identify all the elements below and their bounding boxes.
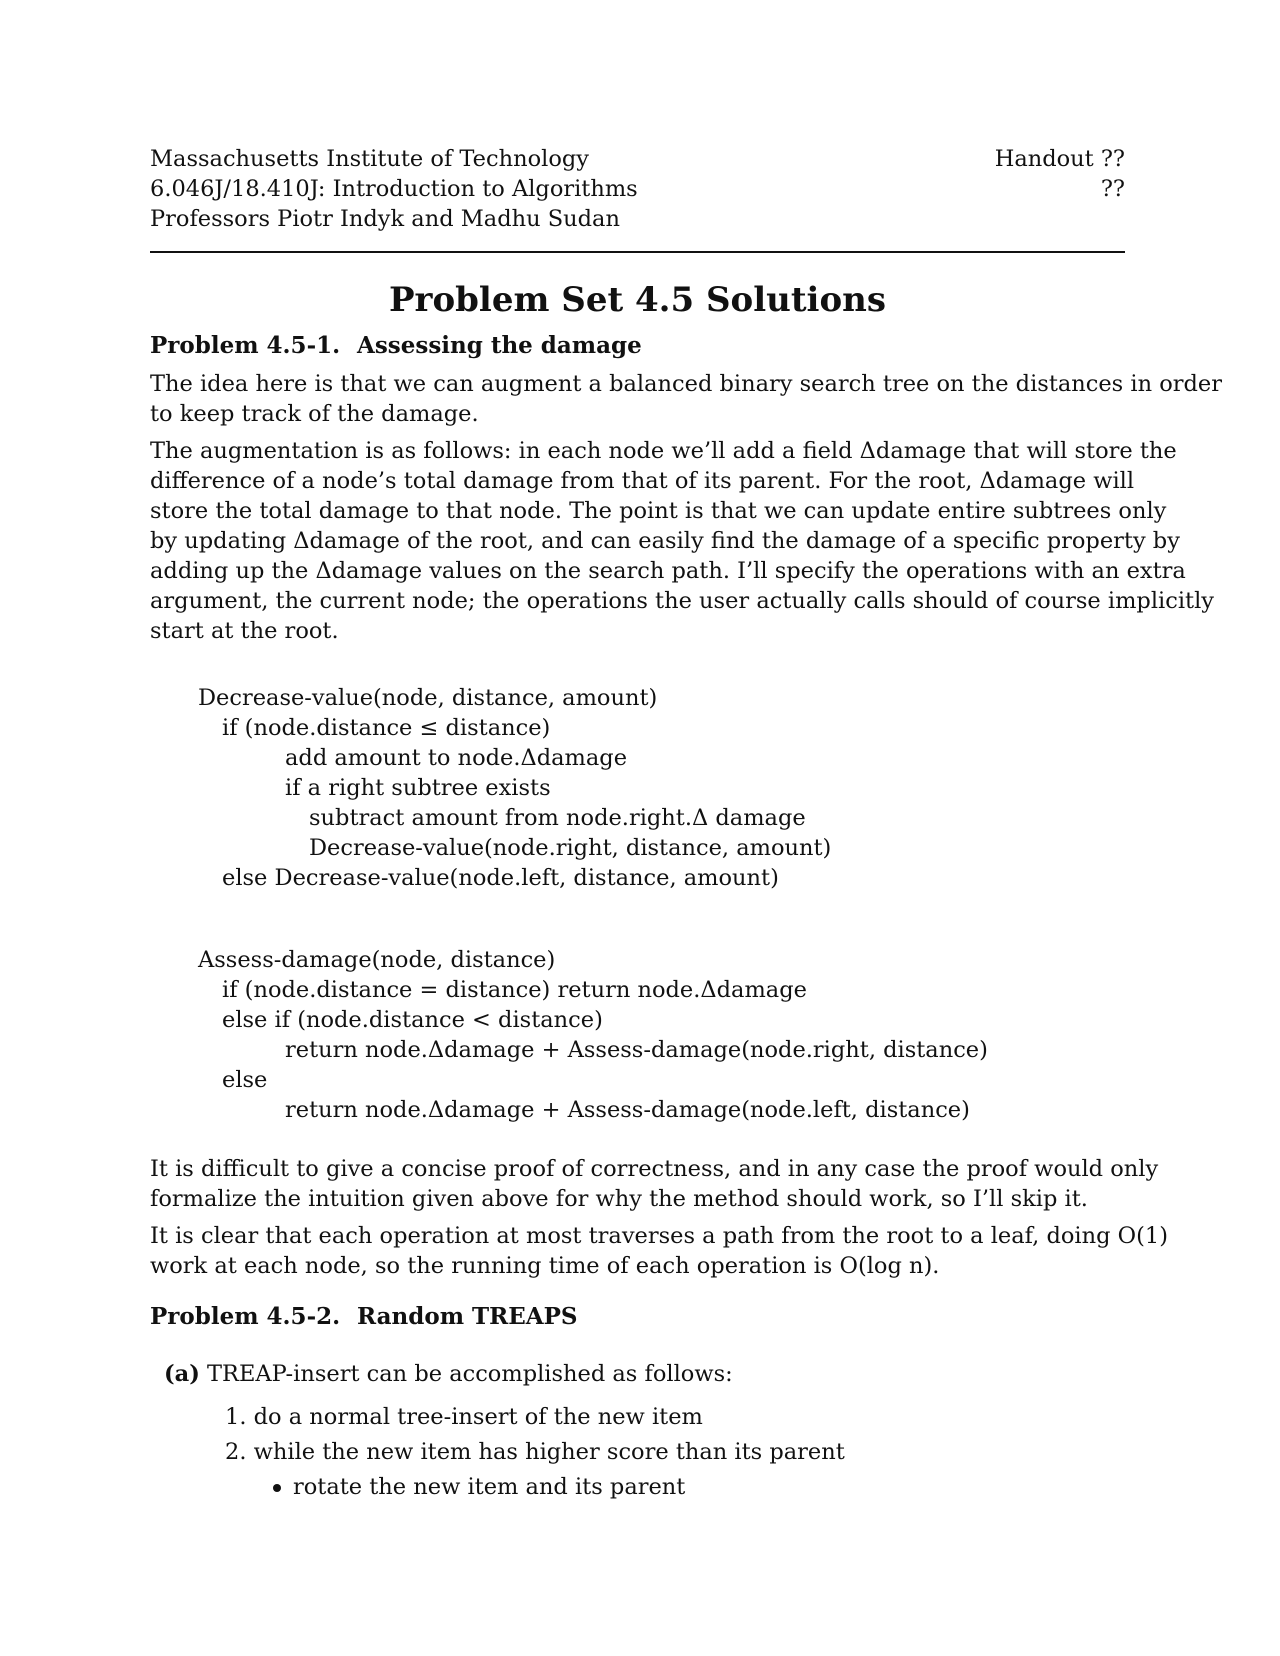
algo-line: Decrease-value(node, distance, amount) [198,685,658,711]
text-line: work at each node, so the running time of each operation is O(log n). [150,1253,940,1279]
text-line: difference of a node’s total damage from that of its parent. For the root, Δdamage will [150,468,1135,494]
part-a [164,1359,733,1389]
text-line: by updating Δdamage of the root, and can easily find the damage of a specific property by [150,528,1180,554]
problem-1-augmentation [150,436,1214,646]
step-2-text: while the new item has higher score than its parent [253,1439,845,1465]
algo-line: Assess-damage(node, distance) [198,947,556,973]
problem-1-heading [150,331,642,361]
text-line: start at the root. [150,618,339,644]
problem-1-name: Assessing the damage [357,332,642,359]
problem-2-heading [150,1302,578,1332]
bullet-icon [273,1484,281,1492]
step-2 [225,1437,845,1467]
algo-line: return node.Δdamage + Assess-damage(node.right, distance) [285,1037,988,1063]
algo-line: if (node.distance = distance) return node.Δdamage [222,977,807,1003]
algo-line: else Decrease-value(node.left, distance, amount) [222,865,779,891]
step-1 [225,1402,703,1432]
decrease-value-algorithm [198,683,831,893]
part-a-text: TREAP-insert can be accomplished as follows: [207,1361,733,1387]
handout-date: ?? [1100,176,1125,202]
problem-2-number: Problem 4.5-2. [150,1303,341,1330]
text-line: The idea here is that we can augment a balanced binary search tree on the distances in order [150,371,1222,397]
algo-line: subtract amount from node.right.Δ damage [309,805,806,831]
algo-line: return node.Δdamage + Assess-damage(node.left, distance) [285,1097,970,1123]
text-line: It is difficult to give a concise proof of correctness, and in any case the proof would only [150,1156,1159,1182]
problem-1-number: Problem 4.5-1. [150,332,341,359]
text-line: It is clear that each operation at most traverses a path from the root to a leaf, doing O(1) [150,1223,1168,1249]
step-2-number: 2. [225,1439,247,1465]
problem-2-name: Random TREAPS [357,1303,578,1330]
problem-1-intro [150,369,1222,429]
header-left [150,144,638,234]
algo-line: add amount to node.Δdamage [285,745,628,771]
step-1-number: 1. [225,1404,247,1430]
course-title: 6.046J/18.410J: Introduction to Algorithms [150,176,638,202]
professors: Professors Piotr Indyk and Madhu Sudan [150,206,620,232]
handout-number: Handout ?? [994,146,1125,172]
problem-1-correctness [150,1154,1159,1214]
header-divider [150,251,1125,253]
problem-1-running-time [150,1221,1168,1281]
algo-line: else if (node.distance < distance) [222,1007,603,1033]
text-line: formalize the intuition given above for why the method should work, so I’ll skip it. [150,1186,1088,1212]
algo-line: else [222,1067,268,1093]
text-line: to keep track of the damage. [150,401,479,427]
text-line: adding up the Δdamage values on the search path. I’ll specify the operations with an extra [150,558,1186,584]
page-title: Problem Set 4.5 Solutions [388,280,887,320]
part-a-label: (a) [164,1361,200,1387]
text-line: store the total damage to that node. The point is that we can update entire subtrees only [150,498,1167,524]
header-right [995,144,1125,204]
algo-line: if (node.distance ≤ distance) [222,715,551,741]
bullet-item [273,1472,685,1502]
step-1-text: do a normal tree-insert of the new item [253,1404,703,1430]
institution: Massachusetts Institute of Technology [150,146,589,172]
bullet-text: rotate the new item and its parent [293,1474,686,1500]
assess-damage-algorithm [198,945,988,1125]
algo-line: Decrease-value(node.right, distance, amount) [309,835,832,861]
algo-line: if a right subtree exists [285,775,551,801]
text-line: argument, the current node; the operations the user actually calls should of course implicitly [150,588,1214,614]
text-line: The augmentation is as follows: in each node we’ll add a field Δdamage that will store the [150,438,1177,464]
